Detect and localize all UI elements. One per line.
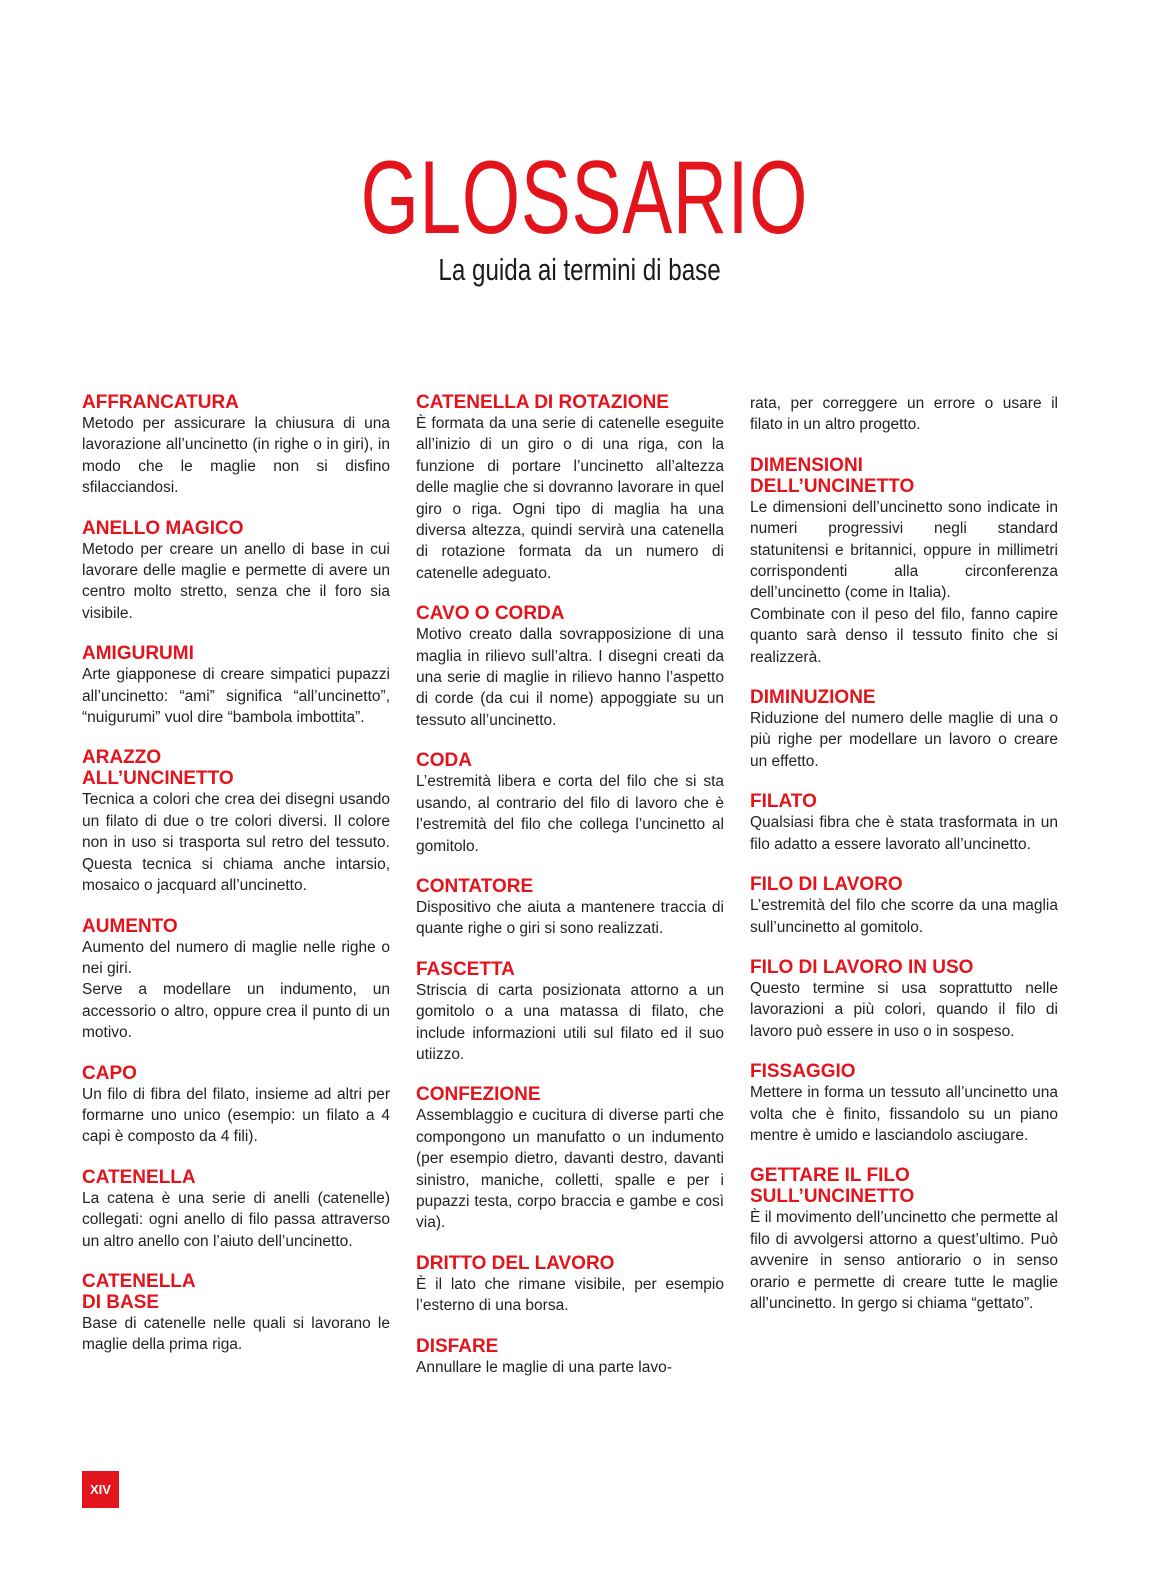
- glossary-definition: Qualsiasi fibra che è stata trasformata in un filo adatto a essere lavorato all’uncinetto.: [750, 814, 1058, 853]
- glossary-definition: Tecnica a colori che crea dei disegni usando un filato di due o tre colori diversi. Il colore non in uso si trasporta sul retro del tessuto. Questa tecnica si chiama anche intarsio, mosaico o jacquard all’uncinetto.: [82, 791, 390, 895]
- glossary-entry: [416, 603, 724, 731]
- glossary-term: CAVO O CORDA: [416, 603, 565, 625]
- glossary-column-1: [82, 392, 390, 1375]
- glossary-entry: [416, 1253, 724, 1317]
- glossary-term: FASCETTA: [416, 958, 515, 980]
- glossary-definition: È formata da una serie di catenelle eseguite all’inizio di un giro o di una riga, con la funzione di portare l’uncinetto all’altezza delle maglie che si dovranno lavorare in quel giro o riga. Ogni tipo di maglia ha una diversa altezza, quindi servirà una catenella di rotazione formata da un numero di catenelle adeguato.: [416, 415, 724, 582]
- glossary-entry: [416, 959, 724, 1066]
- glossary-entry: [82, 747, 390, 896]
- glossary-entry: [416, 876, 724, 940]
- glossary-definition: La catena è una serie di anelli (catenelle) collegati: ogni anello di filo passa attraverso un altro anello con l’aiuto dell’uncinetto.: [82, 1189, 390, 1250]
- glossary-entry: [750, 455, 1058, 668]
- glossary-entry: [416, 1084, 724, 1233]
- glossary-definition: Questo termine si usa soprattutto nelle lavorazioni a più colori, quando il filo di lavoro può essere in uso o in sospeso.: [750, 979, 1058, 1040]
- glossary-term: CODA: [416, 750, 472, 772]
- page-subtitle: La guida ai termini di base: [438, 252, 721, 287]
- glossary-term: DISFARE: [416, 1335, 499, 1357]
- glossary-entry: [750, 1165, 1058, 1314]
- glossary-term: AFFRANCATURA: [82, 392, 239, 413]
- glossary-column-3: [750, 392, 1058, 1333]
- glossary-definition: È il movimento dell’uncinetto che permette al filo di avvolgersi attorno a quest’ultimo. Può avvenire in senso antiorario o in senso orario e permette di creare tutte le maglie all’uncinetto. In gergo si chiama “gettato”.: [750, 1209, 1058, 1312]
- glossary-term: ANELLO MAGICO: [82, 517, 244, 539]
- glossary-entry: [82, 1167, 390, 1252]
- glossary-definition: Striscia di carta posizionata attorno a un gomitolo o a una matassa di filato, che include informazioni utili sul filato ed il suo utiizzo.: [416, 981, 724, 1063]
- glossary-term: AMIGURUMI: [82, 643, 194, 665]
- glossary-entry: [82, 1271, 390, 1356]
- glossary-term: CONFEZIONE: [416, 1084, 541, 1106]
- page-number: XIV: [82, 1471, 119, 1508]
- glossary-definition: Metodo per creare un anello di base in cui lavorare delle maglie e permette di avere un centro molto stretto, senza che il foro sia visibile.: [82, 540, 390, 622]
- glossary-entry: [416, 392, 724, 584]
- page-title: GLOSSARIO: [360, 140, 809, 256]
- glossary-entry: [750, 687, 1058, 772]
- glossary-definition: È il lato che rimane visibile, per esempio l’esterno di una borsa.: [416, 1275, 724, 1315]
- glossary-entry: [750, 1061, 1058, 1146]
- glossary-term: AUMENTO: [82, 915, 178, 937]
- glossary-entry: [82, 518, 390, 625]
- glossary-term: FISSAGGIO: [750, 1061, 856, 1083]
- glossary-entry: [750, 791, 1058, 855]
- glossary-entry: [82, 916, 390, 1044]
- glossary-term: FILATO: [750, 791, 817, 813]
- glossary-entry: [750, 393, 1058, 436]
- glossary-definition: Riduzione del numero delle maglie di una o più righe per modellare un lavoro o creare un effetto.: [750, 710, 1058, 770]
- glossary-entry: [416, 1336, 724, 1378]
- glossary-term: CATENELLA DI ROTAZIONE: [416, 392, 669, 413]
- glossary-definition: Base di catenelle nelle quali si lavorano le maglie della prima riga.: [82, 1314, 390, 1354]
- glossary-term: FILO DI LAVORO IN USO: [750, 956, 974, 978]
- glossary-definition: Assemblaggio e cucitura di diverse parti che compongono un manufatto o un indumento (per esempio dietro, davanti destro, davanti sinistro, maniche, colletti, spalle e per i pupazzi testa, corpo braccia e gambe e così via).: [416, 1107, 724, 1232]
- glossary-term: ARAZZO ALL’UNCINETTO: [82, 747, 234, 790]
- glossary-definition: rata, per correggere un errore o usare il filato in un altro progetto.: [750, 395, 1058, 434]
- glossary-term: DIMENSIONI DELL’UNCINETTO: [750, 454, 915, 497]
- glossary-definition: L’estremità libera e corta del filo che si sta usando, al contrario del filo di lavoro che è l’estremità del filo che collega l’uncinetto al gomitolo.: [416, 773, 724, 855]
- glossary-term: CONTATORE: [416, 875, 534, 897]
- glossary-column-2: [416, 392, 724, 1397]
- glossary-term: FILO DI LAVORO: [750, 874, 903, 896]
- glossary-definition: Un filo di fibra del filato, insieme ad altri per formarne uno unico (esempio: un filato a 4 capi è composto da 4 fili).: [82, 1085, 390, 1146]
- glossary-term: CATENELLA: [82, 1166, 196, 1188]
- glossary-definition: Le dimensioni dell’uncinetto sono indicate in numeri progressivi negli standard statunitensi e britannici, oppure in millimetri corrispondenti alla circonferenza dell’uncinetto (come in Italia). Combinate con il peso del filo, fanno capire quanto sarà denso il tessuto finito che si realizzerà.: [750, 498, 1058, 666]
- glossary-term: DIMINUZIONE: [750, 687, 876, 709]
- glossary-term: GETTARE IL FILO SULL’UNCINETTO: [750, 1165, 915, 1208]
- glossary-term: CATENELLA DI BASE: [82, 1270, 196, 1313]
- glossary-entry: [82, 643, 390, 728]
- glossary-definition: Arte giapponese di creare simpatici pupazzi all’uncinetto: “ami” significa “all’uncinetto”, “nuigurumi” vuol dire “bambola imbottita”.: [82, 666, 390, 727]
- glossary-definition: Metodo per assicurare la chiusura di una lavorazione all’uncinetto (in righe o in giri), in modo che le maglie non si disfino sfilacciandosi.: [82, 415, 390, 497]
- glossary-entry: [750, 874, 1058, 938]
- glossary-entry: [416, 750, 724, 857]
- glossary-definition: Dispositivo che aiuta a mantenere traccia di quante righe o giri si sono realizzati.: [416, 898, 724, 938]
- glossary-entry: [82, 1063, 390, 1148]
- glossary-entry: [750, 957, 1058, 1042]
- glossary-definition: Aumento del numero di maglie nelle righe o nei giri. Serve a modellare un indumento, un accessorio o altro, oppure crea il punto di un motivo.: [82, 938, 390, 1042]
- glossary-definition: Motivo creato dalla sovrapposizione di una maglia in rilievo sull’altra. I disegni creati da una serie di maglie in rilievo hanno l’aspetto di corde (da cui il nome) appoggiate su un tessuto all’uncinetto.: [416, 626, 724, 729]
- glossary-term: CAPO: [82, 1062, 137, 1084]
- glossary-definition: Annullare le maglie di una parte lavo-: [416, 1358, 672, 1376]
- glossary-entry: [82, 392, 390, 499]
- glossary-definition: L’estremità del filo che scorre da una maglia sull’uncinetto al gomitolo.: [750, 897, 1058, 936]
- glossary-term: DRITTO DEL LAVORO: [416, 1252, 615, 1274]
- glossary-definition: Mettere in forma un tessuto all’uncinetto una volta che è finito, fissandolo su un piano mentre è umido e lasciandolo asciugare.: [750, 1084, 1058, 1144]
